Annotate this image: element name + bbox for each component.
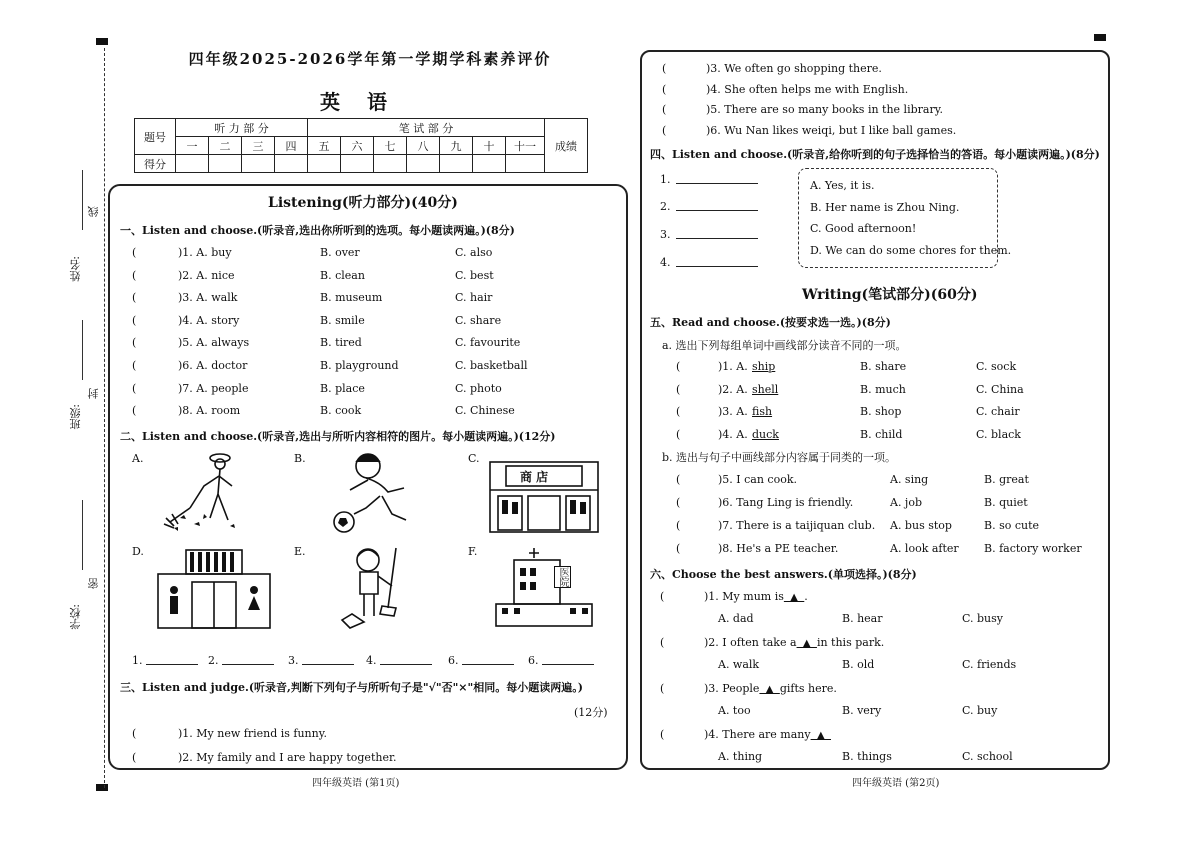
option-a-prefix: )1. A. (718, 360, 748, 373)
name-line (82, 170, 83, 230)
exam-title: 四年级2025-2026学年第一学期学科素养评价 (188, 50, 552, 68)
page-1-footer: 四年级英语 (第1页) (312, 778, 400, 789)
answer-blank[interactable] (222, 652, 274, 665)
choice-option-c: C. Chinese (455, 404, 515, 418)
name-label: 姓名: (69, 256, 82, 282)
answer-paren[interactable]: ( (132, 404, 137, 418)
choice-option-a: )3. A. walk (178, 291, 238, 305)
answer-paren[interactable]: ( (132, 268, 137, 282)
judge-paren: ( (132, 727, 137, 740)
judge-item-2: )2. My family and I are happy together. (178, 751, 397, 764)
choice-option-a: )5. A. always (178, 336, 250, 350)
judge-item: )3. We often go shopping there. (706, 62, 882, 75)
choice-option-b: B. museum (320, 291, 383, 305)
choice-option-b: B. place (320, 381, 365, 395)
answer-paren[interactable]: ( (132, 246, 137, 259)
choice-option-c: C. hair (455, 291, 493, 305)
choice-option-c: C. share (455, 313, 502, 327)
choice-option-b: B. clean (320, 268, 365, 282)
option-b: B. very (842, 704, 882, 717)
q-num: 十 (473, 137, 506, 155)
blank-number: 6. (528, 654, 539, 667)
picture-label-a: A. (132, 452, 144, 465)
option-b: B. much (860, 382, 906, 396)
option-b: B. so cute (984, 519, 1040, 532)
restroom-picture (156, 548, 272, 630)
section-3-score: (12分) (574, 706, 608, 719)
choice-option-b: B. playground (320, 359, 399, 372)
answer-paren[interactable]: ( (132, 359, 137, 372)
blank-triangle-icon[interactable]: ▲ (796, 638, 817, 649)
choice-option-c: C. favourite (455, 336, 521, 350)
registration-mark (1094, 34, 1106, 41)
option-b: B. hear (842, 612, 883, 625)
listening-part-header: 听 力 部 分 (176, 119, 308, 137)
answer-paren[interactable]: ( (132, 313, 137, 327)
answer-paren[interactable]: ( (662, 103, 667, 116)
question-stem (704, 728, 831, 741)
writing-title: Writing(笔试部分)(60分) (802, 287, 978, 303)
option-c: C. busy (962, 612, 1004, 625)
dialogue-num-2: 2. (660, 200, 671, 213)
section-5b-instruction: b. 选出与句子中画线部分内容属于同类的一项。 (662, 451, 897, 464)
option-a-word: fish (752, 405, 773, 418)
option-c: C. chair (976, 405, 1020, 418)
choice-option-a: )8. A. room (178, 404, 241, 418)
choice-option-c: C. best (455, 268, 494, 282)
choice-option-a: )1. A. buy (178, 246, 232, 259)
score-cell[interactable] (473, 155, 506, 173)
answer-paren[interactable]: ( (676, 405, 681, 418)
answer-paren[interactable]: ( (132, 291, 137, 305)
dialogue-blank-3[interactable] (676, 226, 758, 239)
seal-char: 密 (87, 578, 100, 589)
answer-paren[interactable]: ( (132, 336, 137, 350)
blank-number: 4. (366, 654, 377, 667)
score-cell[interactable] (341, 155, 374, 173)
option-a-word: duck (752, 427, 779, 441)
score-cell[interactable] (275, 155, 308, 173)
dialogue-blank-1[interactable] (676, 171, 758, 184)
shop-sign: 商 店 (520, 470, 549, 484)
picture-label-e: E. (294, 545, 306, 558)
judge-item: )5. There are so many books in the library. (706, 103, 943, 116)
option-b: B. child (860, 427, 903, 441)
answer-paren[interactable]: ( (132, 381, 137, 395)
option-c: C. friends (962, 658, 1017, 671)
option-a-prefix: )4. A. (718, 427, 748, 441)
q-num: 九 (440, 137, 473, 155)
answer-blank[interactable] (462, 652, 514, 665)
score-cell[interactable] (308, 155, 341, 173)
judge-item-1: )1. My new friend is funny. (178, 727, 327, 740)
boy-sweeping-picture (336, 544, 412, 632)
score-header: 题号 (135, 119, 176, 155)
dialogue-blank-2[interactable] (676, 198, 758, 211)
blank-number: 3. (288, 654, 299, 667)
answer-blank[interactable] (146, 652, 198, 665)
option-a: A. too (718, 704, 751, 717)
judge-item: )6. Wu Nan likes weiqi, but I like ball games. (706, 123, 957, 137)
answer-paren[interactable]: ( (676, 473, 681, 486)
judge-paren: ( (132, 751, 137, 764)
blank-number: 1. (132, 654, 143, 667)
option-c: C. buy (962, 704, 998, 717)
option-a: A. look after (890, 542, 959, 555)
seal-char: 线 (87, 206, 100, 217)
question-stem (704, 636, 884, 649)
subject-title: 英 语 (320, 90, 397, 114)
choice-option-a: )6. A. doctor (178, 359, 248, 372)
answer-blank[interactable] (380, 652, 432, 665)
option-a-prefix: )2. A. (718, 382, 748, 396)
blank-triangle-icon[interactable]: ▲ (783, 592, 805, 603)
section-5a-instruction: a. 选出下列每组单词中画线部分读音不同的一项。 (662, 339, 907, 352)
option-a-word: shell (752, 382, 779, 396)
answer-blank[interactable] (542, 652, 594, 665)
class-line (82, 320, 83, 380)
option-a-word: ship (752, 360, 776, 373)
question-text-end: . (804, 590, 808, 603)
choice-option-c: C. basketball (455, 359, 528, 372)
option-c: C. sock (976, 360, 1017, 373)
sentence: )7. There is a taijiquan club. (718, 519, 876, 532)
sentence: )5. I can cook. (718, 473, 797, 486)
writing-part-header: 笔 试 部 分 (308, 119, 545, 137)
question-text-end: gifts here. (779, 682, 837, 695)
option-b: B. shop (860, 405, 902, 418)
sweeping-leaves-picture (160, 448, 256, 534)
page-2-footer: 四年级英语 (第2页) (852, 778, 940, 789)
picture-label-d: D. (132, 545, 144, 558)
choice-option-a: )2. A. nice (178, 268, 235, 282)
answer-paren[interactable]: ( (660, 682, 665, 695)
judge-item: )4. She often helps me with English. (706, 82, 909, 96)
seal-char: 封 (87, 388, 100, 399)
binding-margin-line (104, 48, 105, 788)
option-a-prefix: )3. A. (718, 405, 748, 418)
answer-paren[interactable]: ( (676, 496, 681, 509)
score-cell[interactable] (440, 155, 473, 173)
school-label: 学校: (69, 604, 82, 630)
sentence: )8. He's a PE teacher. (718, 542, 839, 555)
q-num: 三 (242, 137, 275, 155)
q-num: 四 (275, 137, 308, 155)
choice-option-b: B. smile (320, 313, 365, 327)
answer-paren[interactable]: ( (660, 636, 665, 649)
choice-option-c: C. also (455, 246, 493, 259)
school-line (82, 500, 83, 570)
option-a: A. sing (890, 473, 929, 486)
section-6-heading: 六、Choose the best answers.(单项选择。)(8分) (650, 568, 917, 581)
blank-number: 2. (208, 654, 219, 667)
answer-paren[interactable]: ( (676, 382, 681, 396)
hospital-sign: 医院 (554, 566, 571, 588)
dialogue-num-3: 3. (660, 228, 671, 241)
dialogue-blank-4[interactable] (676, 254, 758, 267)
option-a: A. dad (718, 612, 754, 625)
registration-mark (96, 38, 108, 45)
answer-paren[interactable]: ( (660, 590, 665, 603)
option-b: B. quiet (984, 496, 1028, 509)
option-c: C. black (976, 427, 1021, 441)
question-text-end: in this park. (816, 636, 885, 649)
option-a: A. job (890, 496, 923, 509)
section-3-heading: 三、Listen and judge.(听录音,判断下列句子与所听句子是"√"否"×"相同。每小题读两遍。) (120, 681, 583, 694)
option-a: A. thing (718, 750, 763, 763)
question-stem (704, 682, 837, 695)
option-a: A. Yes, it is. (810, 179, 875, 192)
choice-option-c: C. photo (455, 381, 502, 395)
blank-number: 6. (448, 654, 459, 667)
choice-option-b: B. cook (320, 404, 362, 418)
choice-option-a: )7. A. people (178, 381, 249, 395)
option-b: B. Her name is Zhou Ning. (810, 201, 960, 214)
score-cell[interactable] (407, 155, 440, 173)
option-c: C. school (962, 750, 1013, 763)
option-b: B. great (984, 473, 1029, 486)
picture-label-f: F. (468, 545, 478, 558)
question-text: )1. My mum is (704, 590, 784, 603)
q-num: 六 (341, 137, 374, 155)
sentence: )6. Tang Ling is friendly. (718, 496, 854, 509)
score-cell[interactable] (242, 155, 275, 173)
section-1-heading: 一、Listen and choose.(听录音,选出你所听到的选项。每小题读两遍。)(8分) (120, 224, 515, 237)
option-a: A. bus stop (890, 519, 952, 532)
score-cell[interactable] (374, 155, 407, 173)
picture-label-c: C. (468, 452, 480, 465)
answer-paren[interactable]: ( (676, 427, 681, 441)
boy-playing-football-picture (328, 448, 424, 536)
q-num: 一 (176, 137, 209, 155)
answer-paren[interactable]: ( (662, 82, 667, 96)
choice-option-b: B. tired (320, 336, 362, 350)
answer-blank[interactable] (302, 652, 354, 665)
choice-option-a: )4. A. story (178, 313, 240, 327)
total-header: 成绩 (545, 119, 588, 173)
section-4-heading: 四、Listen and choose.(听录音,给你听到的句子选择恰当的答语。每小题读两遍。)(8分) (650, 148, 1100, 161)
option-b: B. old (842, 658, 875, 671)
option-d: D. We can do some chores for them. (810, 244, 1012, 257)
blank-triangle-icon[interactable]: ▲ (759, 684, 780, 695)
q-num: 五 (308, 137, 341, 155)
answer-paren[interactable]: ( (662, 123, 667, 137)
listening-title: Listening(听力部分)(40分) (268, 195, 458, 211)
registration-mark (96, 784, 108, 791)
answer-paren[interactable]: ( (676, 519, 681, 532)
score-row-label: 得分 (135, 155, 176, 173)
question-stem (704, 590, 808, 603)
q-num: 八 (407, 137, 440, 155)
option-b: B. things (842, 750, 892, 763)
q-num: 二 (209, 137, 242, 155)
answer-paren[interactable]: ( (676, 360, 681, 373)
score-cell[interactable] (209, 155, 242, 173)
option-b: B. share (860, 360, 907, 373)
class-label: 班级: (69, 404, 82, 430)
hospital-picture (494, 546, 594, 630)
option-c: C. China (976, 382, 1024, 396)
score-table (134, 118, 588, 173)
option-c: C. Good afternoon! (810, 222, 917, 235)
option-a: A. walk (718, 658, 760, 671)
q-num: 十一 (506, 137, 545, 155)
question-text: )2. I often take a (704, 636, 797, 649)
question-text: )4. There are many (704, 728, 811, 741)
blank-triangle-icon[interactable]: ▲ (810, 730, 831, 741)
q-num: 七 (374, 137, 407, 155)
score-cell[interactable] (176, 155, 209, 173)
section-5-heading: 五、Read and choose.(按要求选一选。)(8分) (650, 316, 891, 329)
question-text: )3. People (704, 682, 760, 695)
answer-paren[interactable]: ( (662, 62, 667, 75)
option-b: B. factory worker (984, 542, 1082, 555)
answer-paren[interactable]: ( (660, 728, 665, 741)
answer-paren[interactable]: ( (676, 542, 681, 555)
score-cell[interactable] (506, 155, 545, 173)
choice-option-b: B. over (320, 246, 360, 259)
section-2-heading: 二、Listen and choose.(听录音,选出与所听内容相符的图片。每小题读两遍。)(12分) (120, 430, 556, 443)
dialogue-num-1: 1. (660, 173, 671, 186)
dialogue-num-4: 4. (660, 256, 671, 269)
picture-label-b: B. (294, 452, 306, 465)
